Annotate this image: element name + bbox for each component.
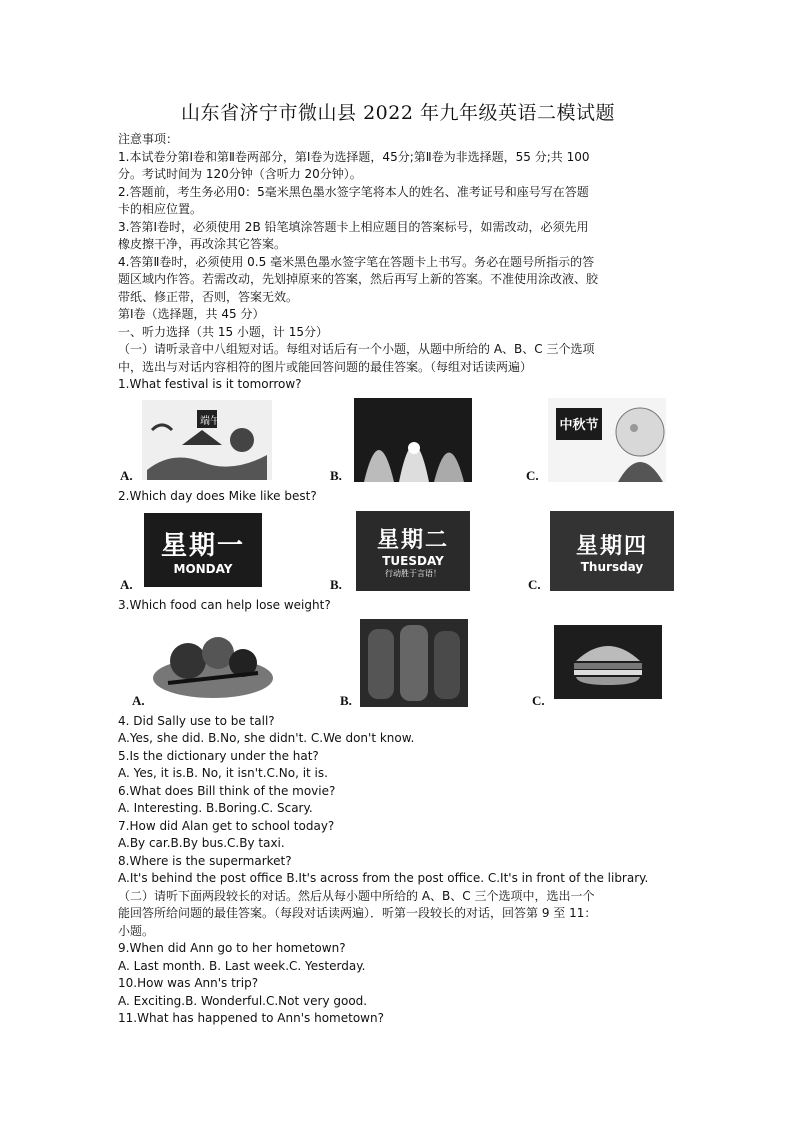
option-a-label: A. (120, 577, 133, 592)
question-1: 1.What festival is it tomorrow? (118, 377, 302, 391)
question-8-options: A.It's behind the post office B.It's across from the post office. C.It's in front of the library. (118, 871, 649, 885)
tuesday-english-text: TUESDAY (382, 554, 444, 568)
option-b-label: B. (330, 577, 342, 592)
section-one-heading: 一、听力选择（共 15 小题，计 15分） (118, 324, 328, 339)
hamburger-image (554, 625, 662, 699)
note-2a: 2.答题前，考生务必用0：5毫米黑色墨水签字笔将本人的姓名、准考证号和座号写在答题 (118, 184, 589, 199)
sub-two-instructions-a: （二）请听下面两段较长的对话。然后从每小题中所给的 A、B、C 三个选项中，选出一个 (118, 888, 595, 903)
note-4c: 带纸、修正带，否则，答案无效。 (118, 289, 299, 304)
dragon-boat-festival-image (142, 400, 272, 480)
thursday-chinese-text: 星期四 (575, 533, 648, 559)
question-2: 2.Which day does Mike like best? (118, 488, 317, 503)
question-4: 4. Did Sally use to be tall? (118, 713, 275, 728)
option-c-label: C. (526, 467, 539, 483)
q1-image-row (118, 398, 678, 486)
sub-one-instructions-a: （一）请听录音中八组短对话。每组对话后有一个小题，从题中所给的 A、B、C 三个选项 (118, 342, 595, 356)
question-8: 8.Where is the supermarket? (118, 853, 292, 868)
monday-chinese-text: 星期一 (160, 530, 245, 561)
option-a-label: A. (120, 467, 133, 483)
tuesday-chinese-text: 星期二 (376, 528, 449, 553)
q2-image-row (118, 509, 678, 595)
question-10: 10.How was Ann's trip? (118, 976, 259, 990)
option-a-label: A. (132, 692, 145, 708)
thursday-english-text: Thursday (580, 559, 644, 574)
dragon-boat-text: 端午 (200, 415, 220, 427)
sub-one-instructions-b: 中，选出与对话内容相符的图片或能回答问题的最佳答案。（每组对话读两遍） (118, 359, 533, 374)
note-2b: 卡的相应位置。 (118, 202, 203, 216)
question-11: 11.What has happened to Ann's hometown? (118, 1011, 384, 1025)
thursday-sign-image (550, 511, 674, 591)
note-1b: 分。考试时间为 120分钟（含听力 20分钟）。 (118, 167, 362, 181)
question-10-options: A. Exciting.B. Wonderful.C.Not very good. (118, 993, 368, 1008)
question-5: 5.Is the dictionary under the hat? (118, 748, 319, 763)
question-5-options: A. Yes, it is.B. No, it isn't.C.No, it is. (118, 766, 328, 780)
question-7: 7.How did Alan get to school today? (118, 818, 335, 833)
question-6-options: A. Interesting. B.Boring.C. Scary. (118, 801, 313, 815)
tuesday-slogan-text: 行动胜于言语！ (385, 569, 441, 578)
note-3b: 橡皮擦干净，再改涂其它答案。 (118, 237, 287, 251)
exam-page (118, 98, 678, 1028)
question-9-options: A. Last month. B. Last week.C. Yesterday. (118, 958, 366, 973)
tuesday-sign-image (356, 511, 470, 591)
question-3: 3.Which food can help lose weight? (118, 598, 331, 612)
question-9: 9.When did Ann go to her hometown? (118, 941, 346, 955)
question-7-options: A.By car.B.By bus.C.By taxi. (118, 836, 285, 850)
monday-sign-image (144, 513, 262, 587)
vegetables-image (148, 623, 278, 703)
note-4b: 题区域内作答。若需改动，先划掉原来的答案，然后再写上新的答案。不准使用涂改液、胶 (118, 272, 599, 286)
monday-english-text: MONDAY (173, 561, 233, 576)
part-one-heading: 第Ⅰ卷（选择题，共 45 分） (118, 307, 265, 321)
option-b-label: B. (340, 692, 352, 708)
fireworks-image (354, 398, 472, 482)
mid-autumn-festival-image (548, 398, 666, 482)
note-1a: 1.本试卷分第Ⅰ卷和第Ⅱ卷两部分，第Ⅰ卷为选择题，45分;第Ⅱ卷为非选择题，55 分;共 100 (118, 149, 590, 164)
sub-two-instructions-b: 能回答所给问题的最佳答案。（每段对话读两遍）．听第一段较长的对话，回答第 9 至 11： (118, 906, 597, 920)
note-3a: 3.答第Ⅰ卷时，必须使用 2B 铅笔填涂答题卡上相应题目的答案标号，如需改动，必须先用 (118, 219, 589, 234)
q3-image-row (118, 619, 678, 711)
notes-heading: 注意事项： (118, 132, 179, 146)
option-c-label: C. (532, 692, 545, 708)
sub-two-instructions-c: 小题。 (118, 923, 155, 938)
option-b-label: B. (330, 467, 342, 483)
sausages-image (360, 619, 468, 707)
question-6: 6.What does Bill think of the movie? (118, 783, 336, 798)
page-title: 山东省济宁市微山县 2022 年九年级英语二模试题 (181, 102, 615, 124)
note-4a: 4.答第Ⅱ卷时，必须使用 0.5 毫米黑色墨水签字笔在答题卡上书写。务必在题号所指示的答 (118, 254, 595, 269)
option-c-label: C. (528, 577, 541, 592)
question-4-options: A.Yes, she did. B.No, she didn't. C.We don't know. (118, 731, 415, 745)
mid-autumn-sign: 中秋节 (556, 408, 602, 440)
